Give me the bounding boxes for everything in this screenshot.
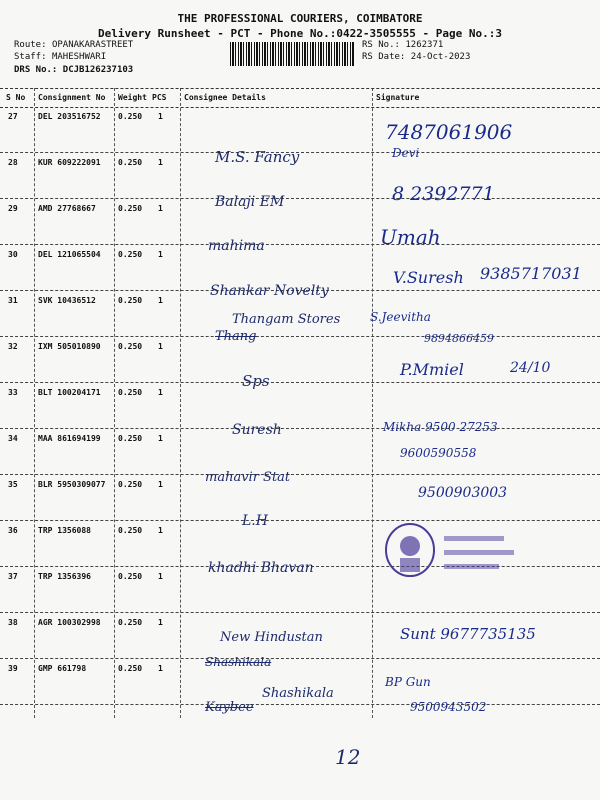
row-weight: 0.250 <box>118 296 143 305</box>
row-consignment: SVK 10436512 <box>38 296 96 305</box>
row-sno: 28 <box>8 158 18 167</box>
col-consignee: Consignee Details <box>184 93 266 102</box>
row-weight: 0.250 <box>118 342 143 351</box>
rs-no-line <box>362 40 443 50</box>
col-signature: Signature <box>376 93 420 102</box>
staff-label: Staff: <box>14 52 47 62</box>
row-weight: 0.250 <box>118 250 143 259</box>
table-row <box>0 428 600 475</box>
consignee-name: Sps <box>242 372 270 390</box>
row-weight: 0.250 <box>118 526 143 535</box>
table-row <box>0 382 600 429</box>
row-weight: 0.250 <box>118 664 143 673</box>
col-pcs: PCS <box>152 93 167 102</box>
row-sno: 37 <box>8 572 18 581</box>
recipient-signature: S.Jeevitha <box>370 310 431 324</box>
recipient-signature: BP Gun <box>385 675 431 689</box>
recipient-note: 24/10 <box>510 360 551 376</box>
row-consignment: DEL 121065504 <box>38 250 101 259</box>
row-sno: 38 <box>8 618 18 627</box>
consignee-name: Shankar Novelty <box>210 283 329 299</box>
table-header <box>0 88 600 108</box>
row-pcs: 1 <box>158 434 163 443</box>
row-weight: 0.250 <box>118 618 143 627</box>
recipient-signature: Mikha 9500 27253 <box>383 420 498 434</box>
consignee-name: Balaji EM <box>215 194 285 210</box>
consignee-name: M.S. Fancy <box>215 148 300 166</box>
row-pcs: 1 <box>158 480 163 489</box>
rs-date-line <box>362 52 470 62</box>
recipient-note: 9500943502 <box>410 700 487 714</box>
consignee-name: Shashikala <box>262 686 334 701</box>
struck-text: Kaybee <box>205 700 254 715</box>
row-consignment: TRP 1356088 <box>38 526 91 535</box>
row-pcs: 1 <box>158 112 163 121</box>
row-sno: 34 <box>8 434 18 443</box>
row-sno: 33 <box>8 388 18 397</box>
row-pcs: 1 <box>158 296 163 305</box>
recipient-signature: P.Mmiel <box>400 360 464 379</box>
row-weight: 0.250 <box>118 158 143 167</box>
row-consignment: BLR 5950309077 <box>38 480 106 489</box>
consignee-name: Suresh <box>232 422 282 438</box>
row-sno: 32 <box>8 342 18 351</box>
row-sno: 35 <box>8 480 18 489</box>
recipient-note: Devi <box>392 146 420 160</box>
row-sno: 36 <box>8 526 18 535</box>
consignee-name: mahavir Stat <box>205 470 291 485</box>
route-value: OPANAKARASTREET <box>51 40 134 50</box>
staff-value: MAHESHWARI <box>51 52 107 62</box>
drs-label: DRS No.: <box>14 65 58 75</box>
recipient-signature: Sunt 9677735135 <box>400 625 536 643</box>
recipient-signature: 9600590558 <box>400 446 477 460</box>
recipient-note: 9385717031 <box>480 264 582 283</box>
row-sno: 29 <box>8 204 18 213</box>
recipient-signature: 9500903003 <box>418 485 508 501</box>
consignee-name: Thangam Stores <box>232 312 341 327</box>
row-pcs: 1 <box>158 526 163 535</box>
rs-no-label: RS No.: <box>362 40 400 50</box>
rubber-stamp <box>382 520 532 590</box>
row-consignment: BLT 100204171 <box>38 388 101 397</box>
route-line <box>14 40 133 50</box>
row-weight: 0.250 <box>118 112 143 121</box>
route-label: Route: <box>14 40 47 50</box>
rs-no-value: 1262371 <box>405 40 444 50</box>
row-consignment: MAA 861694199 <box>38 434 101 443</box>
recipient-note: 9894866459 <box>424 332 494 345</box>
row-pcs: 1 <box>158 158 163 167</box>
col-consignment: Consignment No <box>38 93 106 102</box>
row-weight: 0.250 <box>118 434 143 443</box>
row-weight: 0.250 <box>118 572 143 581</box>
row-consignment: IXM 505010890 <box>38 342 101 351</box>
col-sno: S No <box>6 93 26 102</box>
row-pcs: 1 <box>158 204 163 213</box>
row-consignment: DEL 203516752 <box>38 112 101 121</box>
runsheet-title: THE PROFESSIONAL COURIERS, COIMBATORE <box>177 12 423 25</box>
row-sno: 27 <box>8 112 18 121</box>
row-sno: 30 <box>8 250 18 259</box>
drs-line <box>14 65 133 75</box>
consignee-name: mahima <box>208 238 265 254</box>
consignee-name: khadhi Bhavan <box>208 560 314 576</box>
rs-date-label: RS Date: <box>362 52 406 62</box>
row-consignment: GMP 661798 <box>38 664 87 673</box>
row-consignment: TRP 1356396 <box>38 572 91 581</box>
staff-line <box>14 52 106 62</box>
rs-date-value: 24-Oct-2023 <box>410 52 471 62</box>
barcode <box>230 42 355 66</box>
row-consignment: KUR 609222091 <box>38 158 101 167</box>
runsheet-subtitle: Delivery Runsheet - PCT - Phone No.:0422-3505555 - Page No.:3 <box>98 27 502 40</box>
row-pcs: 1 <box>158 572 163 581</box>
drs-value: DCJB126237103 <box>62 65 134 75</box>
row-consignment: AGR 100302998 <box>38 618 101 627</box>
col-weight: Weight <box>118 93 147 102</box>
row-weight: 0.250 <box>118 480 143 489</box>
row-weight: 0.250 <box>118 204 143 213</box>
row-sno: 39 <box>8 664 18 673</box>
row-pcs: 1 <box>158 342 163 351</box>
consignee-name: New Hindustan <box>220 630 323 645</box>
row-sno: 31 <box>8 296 18 305</box>
row-pcs: 1 <box>158 664 163 673</box>
consignee-name: L.H <box>242 513 268 529</box>
table-row <box>0 152 600 199</box>
recipient-signature: V.Suresh <box>393 268 464 287</box>
recipient-signature: 8 2392771 <box>392 183 495 205</box>
table-row <box>0 474 600 521</box>
page-mark: 12 <box>335 745 361 769</box>
recipient-signature: Umah <box>380 225 441 249</box>
recipient-signature: 7487061906 <box>385 120 513 144</box>
row-consignment: AMD 27768667 <box>38 204 96 213</box>
table-row <box>0 198 600 245</box>
struck-text: Shashikala <box>205 655 272 669</box>
row-pcs: 1 <box>158 250 163 259</box>
row-pcs: 1 <box>158 388 163 397</box>
row-weight: 0.250 <box>118 388 143 397</box>
row-pcs: 1 <box>158 618 163 627</box>
struck-text: Thang <box>215 329 257 344</box>
